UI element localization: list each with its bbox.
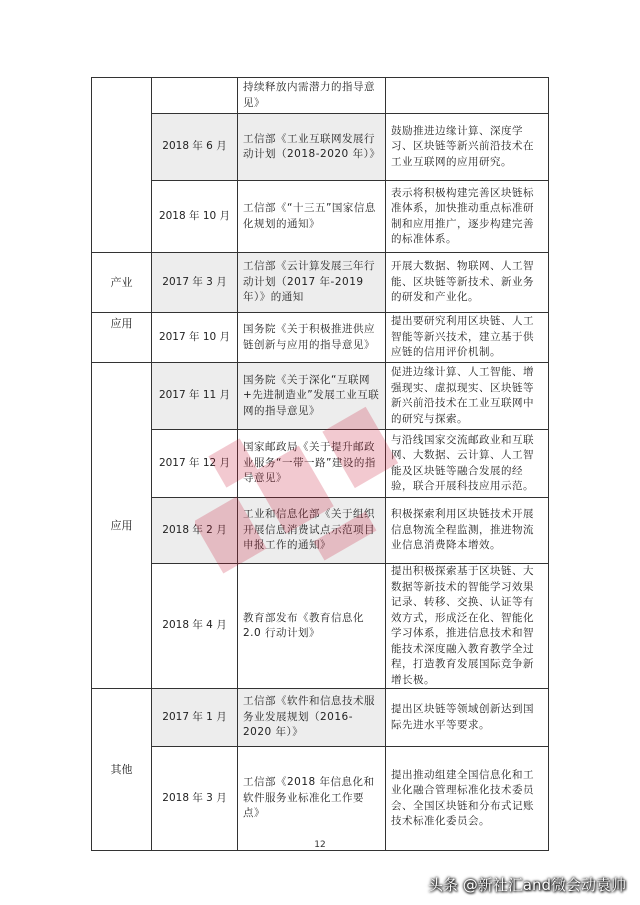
policy-cell: 工信部《2018 年信息化和软件服务业标准化工作要点》 xyxy=(238,747,386,851)
policy-cell: 国家邮政局《关于提升邮政业服务“一带一路”建设的指导意见》 xyxy=(238,430,386,498)
date-cell: 2017 年 11 月 xyxy=(152,363,238,430)
policy-cell: 工信部《云计算发展三年行动计划（2017 年-2019 年）》的通知 xyxy=(238,253,386,313)
policy-cell: 国务院《关于积极推进供应链创新与应用的指导意见》 xyxy=(238,313,386,363)
table-row xyxy=(92,313,549,363)
policy-cell: 工信部《工业互联网发展行动计划（2018-2020 年）》 xyxy=(238,114,386,181)
footer-watermark: 头条 @新社汇and微会动袁帅 xyxy=(428,876,626,894)
page-number: 12 xyxy=(314,840,326,850)
date-cell: 2018 年 3 月 xyxy=(152,747,238,851)
table-row xyxy=(92,689,549,747)
description-cell: 提出区块链等领域创新达到国际先进水平等要求。 xyxy=(386,689,549,747)
date-cell: 2017 年 1 月 xyxy=(152,689,238,747)
description-cell xyxy=(386,78,549,114)
policy-cell: 持续释放内需潜力的指导意见》 xyxy=(238,78,386,114)
description-cell: 鼓励推进边缘计算、深度学习、区块链等新兴前沿技术在工业互联网的应用研究。 xyxy=(386,114,549,181)
description-cell: 提出积极探索基于区块链、大数据等新技术的智能学习效果记录、转移、交换、认证等有效方式，形成泛在化、智能化学习体系，推进信息技术和智能技术深度融入教育教学全过程，打造教育发展国际竞争新增长极。 xyxy=(386,564,549,689)
table-row xyxy=(92,78,549,114)
category-cell: 其他 xyxy=(92,689,152,851)
category-cell: 应用 xyxy=(92,363,152,689)
date-cell: 2018 年 2 月 xyxy=(152,498,238,564)
table-row xyxy=(92,363,549,430)
table-row xyxy=(92,498,549,564)
description-cell: 表示将积极构建完善区块链标准体系，加快推动重点标准研制和应用推广，逐步构建完善的标准体系。 xyxy=(386,181,549,253)
description-cell: 促进边缘计算、人工智能、增强现实、虚拟现实、区块链等新兴前沿技术在工业互联网中的研究与探索。 xyxy=(386,363,549,430)
description-cell: 提出推动组建全国信息化和工业化融合管理标准化技术委员会、全国区块链和分布式记账技术标准化委员会。 xyxy=(386,747,549,851)
table-row xyxy=(92,114,549,181)
category-cell xyxy=(92,78,152,253)
policy-cell: 教育部发布《教育信息化 2.0 行动计划》 xyxy=(238,564,386,689)
description-cell: 积极探索利用区块链技术开展 信息物流全程监测，推进物流业信息消费降本增效。 xyxy=(386,498,549,564)
description-cell: 提出要研究利用区块链、人工智能等新兴技术，建立基于供应链的信用评价机制。 xyxy=(386,313,549,363)
category-cell: 产业 xyxy=(92,253,152,313)
date-cell: 2018 年 4 月 xyxy=(152,564,238,689)
date-cell: 2018 年 10 月 xyxy=(152,181,238,253)
policy-cell: 工信部《“十三五”国家信息化规划的通知》 xyxy=(238,181,386,253)
policy-table xyxy=(91,77,549,851)
policy-cell: 工业和信息化部《关于组织开展信息消费试点示范项目申报工作的通知》 xyxy=(238,498,386,564)
date-cell: 2017 年 10 月 xyxy=(152,313,238,363)
description-cell: 与沿线国家交流邮政业和互联网、大数据、云计算、人工智能及区块链等融合发展的经验，联合开展科技应用示范。 xyxy=(386,430,549,498)
date-cell: 2018 年 6 月 xyxy=(152,114,238,181)
date-cell: 2017 年 3 月 xyxy=(152,253,238,313)
table-row xyxy=(92,181,549,253)
date-cell: 2017 年 12 月 xyxy=(152,430,238,498)
category-cell: 应用 xyxy=(92,313,152,363)
policy-cell: 工信部《软件和信息技术服务业发展规划（2016-2020 年）》 xyxy=(238,689,386,747)
description-cell: 开展大数据、物联网、人工智能、区块链等新技术、新业务的研发和产业化。 xyxy=(386,253,549,313)
table-row xyxy=(92,430,549,498)
policy-cell: 国务院《关于深化“互联网+先进制造业”发展工业互联网的指导意见》 xyxy=(238,363,386,430)
table-row xyxy=(92,564,549,689)
table-row xyxy=(92,253,549,313)
date-cell xyxy=(152,78,238,114)
table-row xyxy=(92,747,549,851)
